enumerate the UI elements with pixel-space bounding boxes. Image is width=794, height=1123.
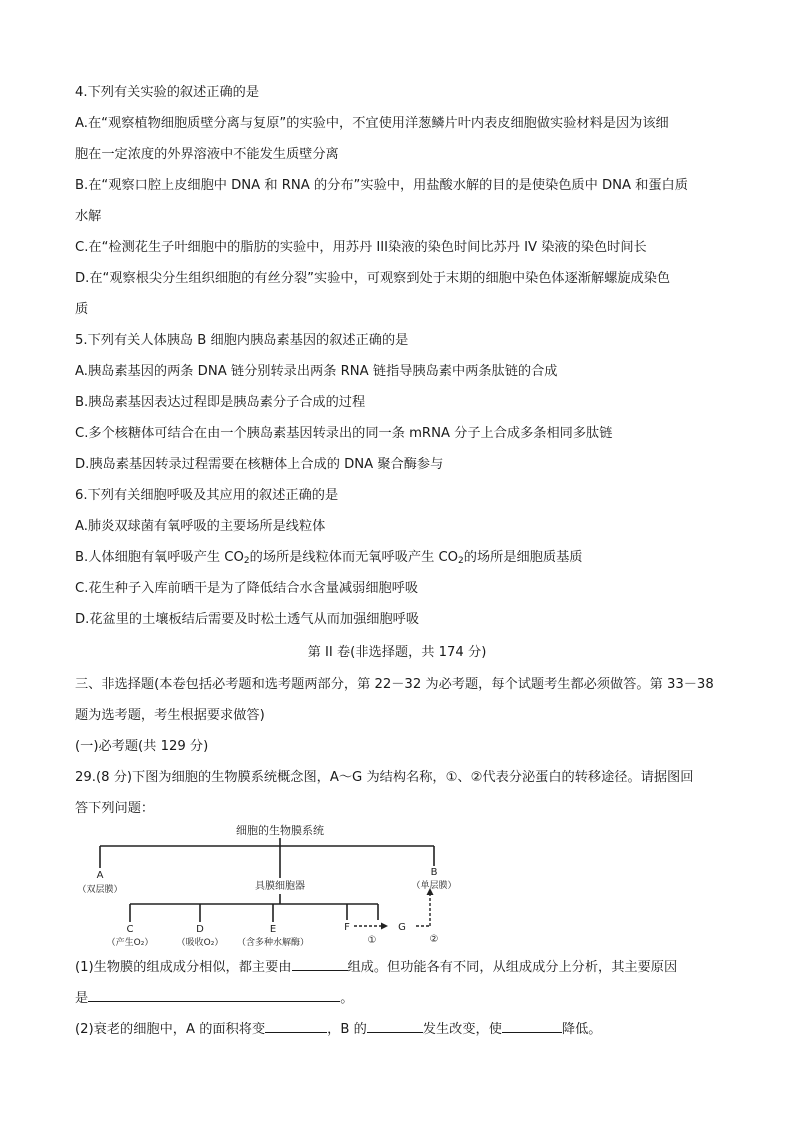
diagram-node-g: G (398, 922, 406, 933)
diagram-node-d-label: （吸收O₂） (176, 938, 224, 948)
diagram-path-1: ① (367, 935, 377, 946)
q5-option-a: A.胰岛素基因的两条 DNA 链分别转录出两条 RNA 链指导胰岛素中两条肽链的合成 (75, 364, 558, 379)
q6-stem: 6.下列有关细胞呼吸及其应用的叙述正确的是 (75, 488, 339, 503)
part2-title: 第 II 卷(非选择题，共 174 分) (307, 645, 487, 660)
q5-option-c: C.多个核糖体可结合在由一个胰岛素基因转录出的同一条 mRNA 分子上合成多条相同多肽链 (75, 426, 613, 441)
q5-option-d: D.胰岛素基因转录过程需要在核糖体上合成的 DNA 聚合酶参与 (75, 457, 444, 472)
q29-p2-text-b: ，B 的 (327, 1022, 367, 1037)
diagram-node-f: F (344, 922, 350, 933)
q6-option-d: D.花盆里的土壤板结后需要及时松土透气从而加强细胞呼吸 (75, 612, 420, 627)
diagram-node-e-label: （含多种水解酶） (236, 938, 310, 948)
q29-p1-text-a: (1)生物膜的组成成分相似，都主要由 (75, 960, 292, 975)
q4-option-a-line1: A.在“观察植物细胞质壁分离与复原”的实验中，不宜使用洋葱鳞片叶内表皮细胞做实验材料是因为该细 (75, 116, 669, 131)
q29-p1-text-b: 组成。但功能各有不同，从组成成分上分析，其主要原因 (347, 960, 678, 975)
diagram-path-2: ② (429, 934, 439, 945)
q6-b-subscript-1: 2 (243, 556, 250, 566)
diagram-node-b: B (430, 867, 438, 878)
q6-option-b (75, 549, 582, 570)
diagram-node-c-label: （产生O₂） (106, 938, 154, 948)
q29-p2-text-a: (2)衰老的细胞中，A 的面积将变 (75, 1022, 266, 1037)
q29-part2-line (75, 1019, 601, 1039)
q6-option-a: A.肺炎双球菌有氧呼吸的主要场所是线粒体 (75, 519, 326, 534)
required-heading: (一)必考题(共 129 分) (75, 739, 209, 754)
q6-b-text-2: 的场所是线粒体而无氧呼吸产生 CO (249, 550, 459, 565)
q5-stem: 5.下列有关人体胰岛 B 细胞内胰岛素基因的叙述正确的是 (75, 333, 409, 348)
q4-option-b-line2: 水解 (75, 209, 102, 224)
q29-p1-text-d: 。 (340, 991, 354, 1006)
q6-option-c: C.花生种子入库前晒干是为了降低结合水含量减弱细胞呼吸 (75, 581, 419, 596)
q6-b-subscript-2: 2 (458, 556, 464, 566)
q29-part1-line1 (75, 957, 677, 977)
answer-blank-1[interactable] (292, 957, 348, 971)
diagram-organelle-label: 具膜细胞器 (255, 881, 305, 892)
section-instructions-line2: 题为选考题，考生根据要求做答) (75, 708, 265, 723)
q4-option-b-line1: B.在“观察口腔上皮细胞中 DNA 和 RNA 的分布”实验中，用盐酸水解的目的是使染色质中 DNA 和蛋白质 (75, 178, 688, 193)
answer-blank-4[interactable] (367, 1019, 423, 1033)
q29-stem-line1: 29.(8 分)下图为细胞的生物膜系统概念图，A～G 为结构名称，①、②代表分泌蛋白的转移途径。请据图回 (75, 770, 694, 785)
q29-part1-line2 (75, 988, 353, 1008)
answer-blank-3[interactable] (265, 1019, 327, 1033)
diagram-node-a: A (96, 870, 104, 881)
q29-p2-text-c: 发生改变，使 (422, 1022, 502, 1037)
q29-p2-text-d: 降低。 (561, 1022, 602, 1037)
diagram-root-label: 细胞的生物膜系统 (236, 824, 324, 837)
diagram-node-b-label: （单层膜） (411, 881, 457, 891)
diagram-node-a-label: （双层膜） (77, 885, 123, 895)
diagram-node-e: E (269, 924, 277, 935)
diagram-node-d: D (196, 924, 204, 935)
q4-option-d-line2: 质 (75, 302, 89, 317)
answer-blank-5[interactable] (502, 1019, 562, 1033)
q6-b-text-3: 的场所是细胞质基质 (463, 550, 583, 565)
q5-option-b: B.胰岛素基因表达过程即是胰岛素分子合成的过程 (75, 395, 366, 410)
q29-stem-line2: 答下列问题： (75, 801, 155, 816)
answer-blank-2[interactable] (88, 988, 340, 1002)
diagram-node-c: C (126, 924, 134, 935)
q4-option-a-line2: 胞在一定浓度的外界溶液中不能发生质壁分离 (75, 147, 339, 162)
q29-p1-text-c: 是 (75, 991, 89, 1006)
biomembrane-concept-diagram (70, 822, 457, 948)
q4-stem: 4.下列有关实验的叙述正确的是 (75, 85, 260, 100)
q4-option-c: C.在“检测花生子叶细胞中的脂肪的实验中，用苏丹 III染液的染色时间比苏丹 IV 染液的染色时间长 (75, 240, 647, 255)
q6-b-text-1: B.人体细胞有氧呼吸产生 CO (75, 550, 244, 565)
q4-option-d-line1: D.在“观察根尖分生组织细胞的有丝分裂”实验中，可观察到处于末期的细胞中染色体逐渐解螺旋成染色 (75, 271, 671, 286)
section-instructions-line1: 三、非选择题(本卷包括必考题和选考题两部分，第 22－32 为必考题，每个试题考生都必须做答。第 33－38 (75, 677, 714, 692)
